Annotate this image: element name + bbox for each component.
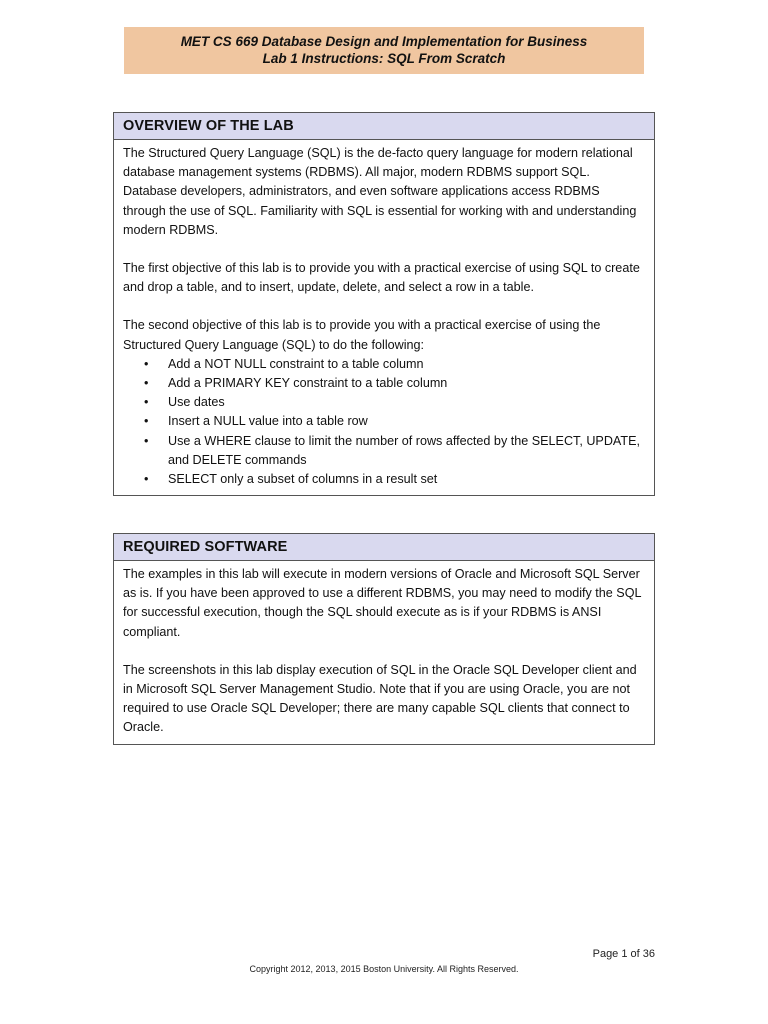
list-item <box>144 412 645 431</box>
required-software-body <box>114 561 654 744</box>
software-paragraph: The screenshots in this lab display execution of SQL in the Oracle SQL Developer client and in Microsoft SQL Server Management Studio. Note that if you are using Oracle, you are not required to use Oracle SQL Developer; there are many capable SQL clients that connect to Oracle. <box>123 662 637 735</box>
document-header <box>124 27 644 74</box>
bullet-icon: • <box>144 414 149 429</box>
required-software-title: REQUIRED SOFTWARE <box>114 534 654 561</box>
page-number: Page 1 of 36 <box>592 948 655 960</box>
bullet-icon: • <box>144 395 149 410</box>
list-item <box>144 393 645 412</box>
list-item-text: Add a NOT NULL constraint to a table column <box>168 356 424 371</box>
overview-body <box>114 140 654 495</box>
list-item-text: SELECT only a subset of columns in a result set <box>168 472 438 487</box>
overview-section <box>113 112 655 496</box>
overview-paragraph: The Structured Query Language (SQL) is the de-facto query language for modern relational database management systems (RDBMS). All major, modern RDBMS support SQL. Database developers, administrators, and even software applications access RDBMS through the use of SQL. Familiarity with SQL is essential for working with and understanding modern RDBMS. <box>123 146 637 237</box>
list-item-text: Use a WHERE clause to limit the number of rows affected by the SELECT, UPDATE, and DELETE commands <box>168 433 640 467</box>
copyright-notice: Copyright 2012, 2013, 2015 Boston University. All Rights Reserved. <box>249 964 519 974</box>
required-software-section <box>113 533 655 745</box>
list-item <box>144 355 645 374</box>
overview-title: OVERVIEW OF THE LAB <box>114 113 654 140</box>
objectives-list <box>123 355 645 489</box>
overview-paragraph: The first objective of this lab is to provide you with a practical exercise of using SQL to create and drop a table, and to insert, update, delete, and select a row in a table. <box>123 261 640 295</box>
lab-title: Lab 1 Instructions: SQL From Scratch <box>262 51 506 66</box>
bullet-icon: • <box>144 433 149 448</box>
list-item-text: Add a PRIMARY KEY constraint to a table column <box>168 376 448 391</box>
list-item-text: Use dates <box>168 395 225 410</box>
overview-paragraph: The second objective of this lab is to provide you with a practical exercise of using the Structured Query Language (SQL) to do the following: <box>123 318 601 352</box>
software-paragraph: The examples in this lab will execute in modern versions of Oracle and Microsoft SQL Server as is. If you have been approved to use a different RDBMS, you may need to modify the SQL for successful execution, though the SQL should execute as is if your RDBMS is ANSI compliant. <box>123 567 642 639</box>
course-title: MET CS 669 Database Design and Implementation for Business <box>180 34 588 49</box>
bullet-icon: • <box>144 472 149 487</box>
list-item <box>144 470 645 489</box>
list-item <box>144 432 645 470</box>
bullet-icon: • <box>144 376 149 391</box>
list-item-text: Insert a NULL value into a table row <box>168 414 368 429</box>
list-item <box>144 374 645 393</box>
bullet-icon: • <box>144 356 149 371</box>
